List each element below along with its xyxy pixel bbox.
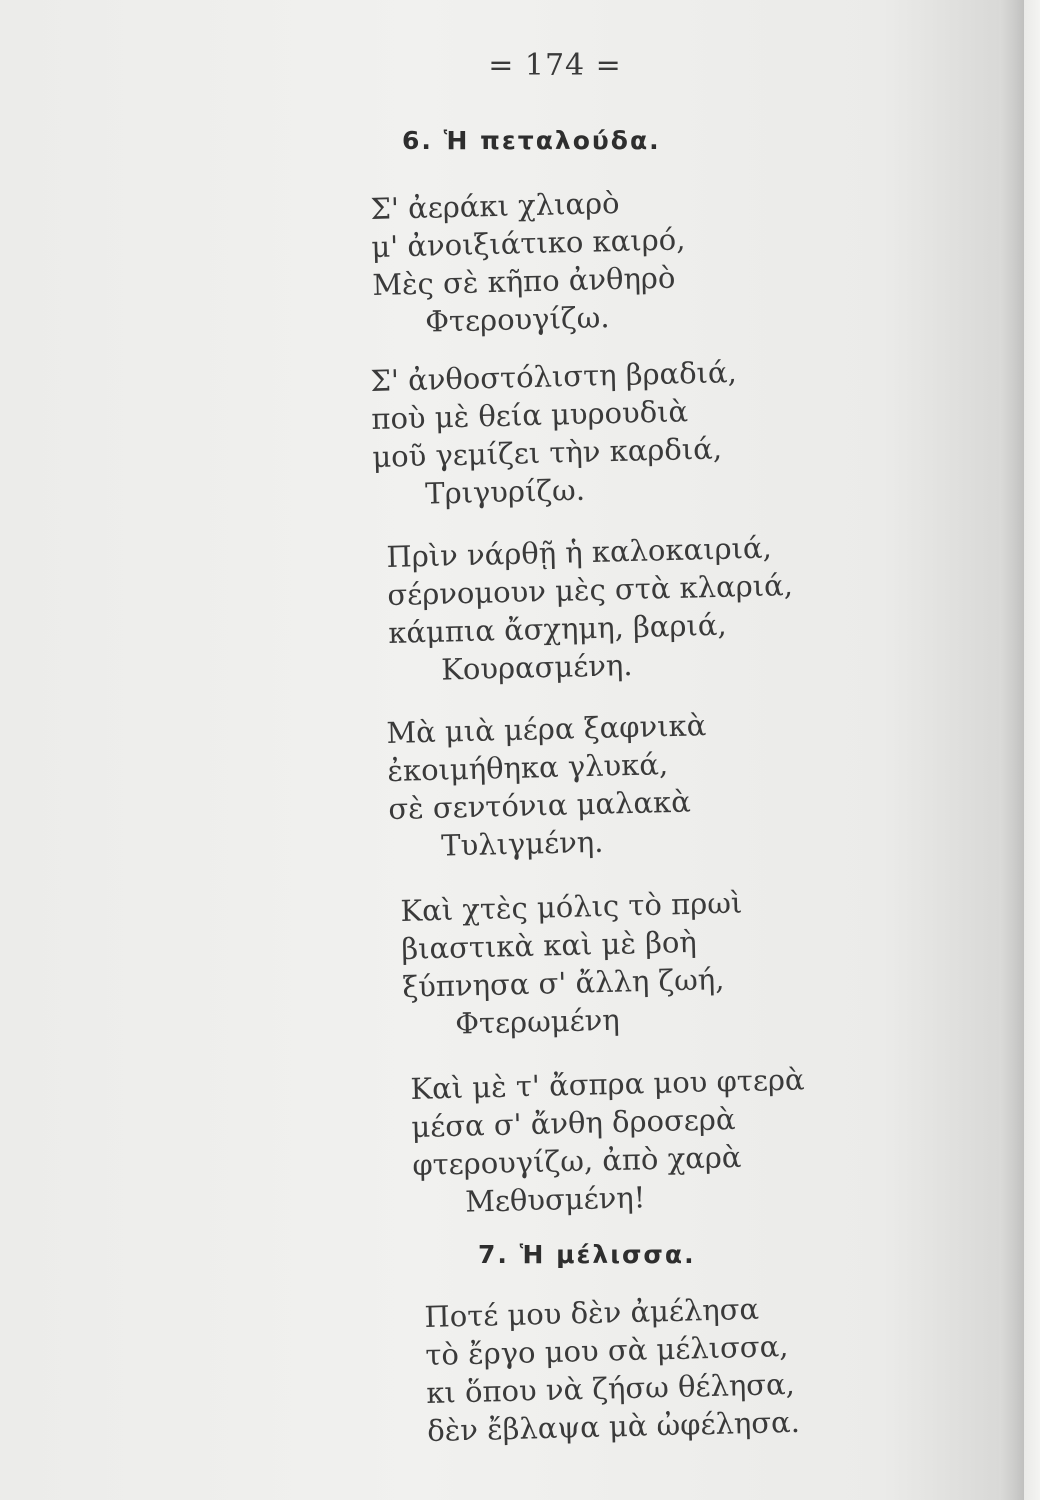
poem-line: κι ὅπου νὰ ζήσω θέλησα,: [425, 1366, 796, 1410]
poem-line: ξύπνησα σ' ἄλλη ζωή,: [401, 962, 725, 1004]
poem-line: φτερουγίζω, ἀπὸ χαρὰ: [411, 1139, 742, 1182]
poem-line: Μὰ μιὰ μέρα ξαφνικὰ: [386, 708, 707, 750]
poem-line: μ' ἀνοιξιάτικο καιρό,: [370, 222, 686, 264]
stanza: [410, 1060, 808, 1222]
poem-line: Καὶ μὲ τ' ἄσπρα μου φτερὰ: [410, 1062, 805, 1106]
poem-line: Σ' ἀεράκι χλιαρὸ: [370, 185, 620, 226]
stanza: [400, 884, 745, 1044]
poem-line: Τριγυρίζω.: [424, 472, 586, 511]
page-number: = 174 =: [488, 48, 622, 83]
poem-line: Ποτέ μου δὲν ἀμέλησα: [424, 1291, 760, 1334]
stanza: [386, 706, 709, 866]
poem-line: μέσα σ' ἄνθη δροσερὰ: [410, 1102, 736, 1144]
stanza: [424, 1289, 800, 1450]
stanza: [386, 528, 795, 690]
poem-line: βιαστικὰ καὶ μὲ βοὴ: [400, 924, 698, 966]
poem-line: ποὺ μὲ θεία μυρουδιὰ: [370, 394, 689, 436]
poem-line: Μὲς σὲ κῆπο ἀνθηρὸ: [371, 260, 676, 302]
poem-line: ἐκοιμήθηκα γλυκά,: [386, 747, 669, 788]
poem-line: Τυλιγμένη.: [440, 824, 604, 863]
poem-line: Μεθυσμένη!: [464, 1180, 646, 1219]
stanza: [370, 353, 740, 514]
poem-line: Καὶ χτὲς μόλις τὸ πρωὶ: [400, 885, 743, 928]
poem-line: μοῦ γεμίζει τὴν καρδιά,: [371, 431, 723, 474]
page-gutter-shadow: [1000, 0, 1024, 1500]
poem-line: Κουρασμένη.: [440, 648, 633, 687]
poem-line: σὲ σεντόνια μαλακὰ: [387, 784, 692, 826]
poem-line: Πρὶν νάρθῇ ἡ καλοκαιριά,: [386, 530, 773, 574]
poem-line: τὸ ἔργο μου σὰ μέλισσα,: [424, 1329, 789, 1372]
poem-title-bee: 7. Ἡ μέλισσα.: [478, 1240, 696, 1269]
poem-line: δὲν ἔβλαψα μὰ ὠφέλησα.: [426, 1404, 801, 1448]
poem-line: κάμπια ἄσχημη, βαριά,: [387, 607, 727, 650]
poem-line: Σ' ἀνθοστόλιστη βραδιά,: [370, 355, 738, 398]
poem-line: σέρνομουν μὲς στὰ κλαριά,: [386, 568, 794, 612]
stanza: [370, 182, 688, 342]
poem-line: Φτερουγίζω.: [424, 300, 610, 339]
poem-title-butterfly: 6. Ἡ πεταλούδα.: [402, 126, 661, 155]
poem-line: Φτερωμένη: [454, 1002, 621, 1041]
